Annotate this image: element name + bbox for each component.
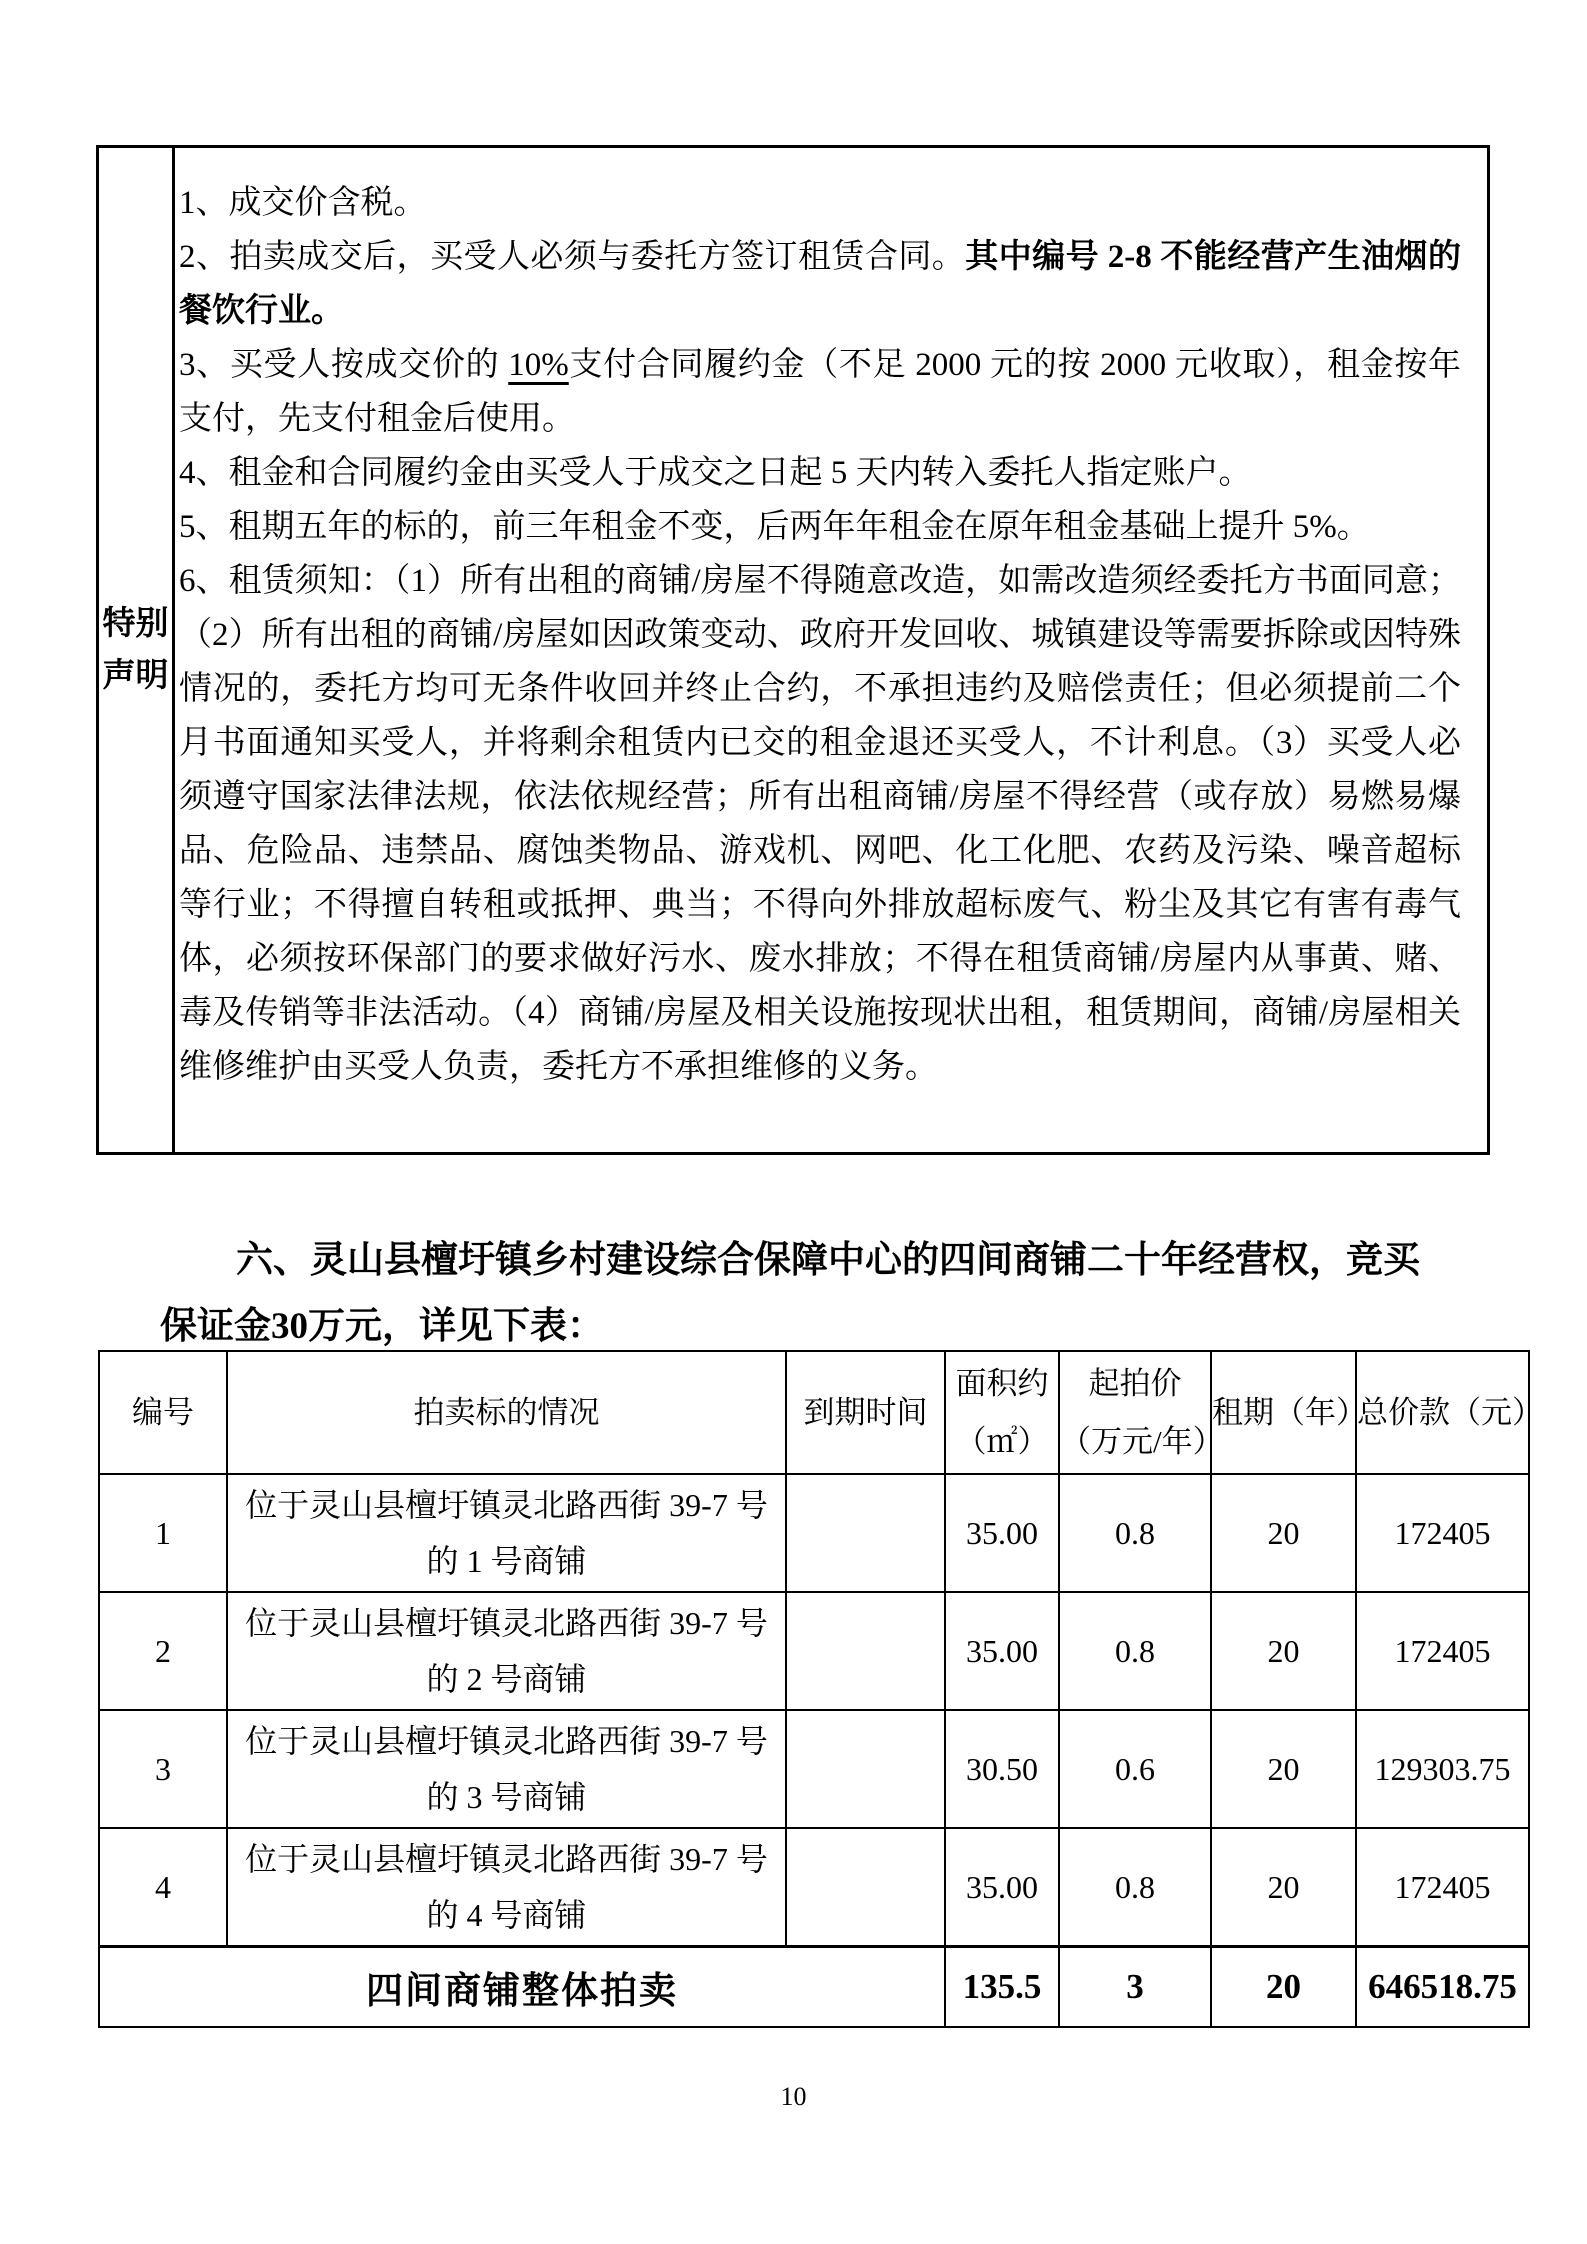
cell-lot-number-text: 1 <box>155 1514 171 1551</box>
special-declaration-table <box>96 145 1490 1155</box>
declaration-item-3 <box>179 338 1461 446</box>
total-row-label: 四间商铺整体拍卖 <box>99 1947 945 2028</box>
cell-start-price-text: 0.8 <box>1115 1868 1155 1905</box>
cell-lease-term-text: 20 <box>1267 1868 1300 1905</box>
cell-lease-term-text: 20 <box>1267 1750 1300 1787</box>
cell-start-price-text: 0.8 <box>1115 1632 1155 1669</box>
column-header-text: 租期（年） <box>1212 1394 1367 1430</box>
cell-area <box>945 1710 1059 1828</box>
cell-lot-description <box>227 1592 786 1710</box>
total-row <box>99 1947 1529 2028</box>
column-header-text: （㎡） <box>955 1423 1049 1459</box>
cell-lot-number <box>99 1592 227 1710</box>
cell-lease-term <box>1211 1474 1356 1592</box>
section-heading-line-2: 保证金30万元，详见下表： <box>160 1306 604 1347</box>
column-header-text: （万元/年） <box>1060 1423 1224 1459</box>
cell-total-price-text: 172405 <box>1394 1514 1491 1551</box>
cell-area <box>945 1474 1059 1592</box>
cell-start-price <box>1059 1710 1211 1828</box>
cell-lease-term <box>1211 1592 1356 1710</box>
cell-lot-description-text: 位于灵山县檀圩镇灵北路西街 39-7 号 <box>245 1841 768 1877</box>
text-segment: 6、租赁须知：（1）所有出租的商铺/房屋不得随意改造，如需改造须经委托方书面同意；（2）所有出租的商铺/房屋如因政策变动、政府开发回收、城镇建设等需要拆除或因特殊情况的，委托方均可无条件收回并终止合约，不承担违约及赔偿责任；但必须提前二个月书面通知买受人，并将剩余租赁内已交的租金退还买受人，不计利息。（3）买受人必须遵守国家法律法规，依法依规经营；所有出租商铺/房屋不得经营（或存放）易燃易爆品、危险品、违禁品、腐蚀类物品、游戏机、网吧、化工化肥、农药及污染、噪音超标等行业；不得擅自转租或抵押、典当；不得向外排放超标废气、粉尘及其它有害有毒气体，必须按环保部门的要求做好污水、废水排放；不得在租赁商铺/房屋内从事黄、赌、毒及传销等非法活动。（4）商铺/房屋及相关设施按现状出租，租赁期间，商铺/房屋相关维修维护由买受人负责，委托方不承担维修的义务。 <box>179 563 1461 1085</box>
cell-lot-description-text: 的 4 号商铺 <box>426 1897 587 1933</box>
cell-total-price-text: 172405 <box>1394 1868 1491 1905</box>
text-segment: 5、租期五年的标的，前三年租金不变，后两年年租金在原年租金基础上提升 5%。 <box>179 509 1370 545</box>
cell-total-price <box>1356 1474 1529 1592</box>
total-lease-term: 20 <box>1211 1947 1356 2028</box>
column-header-7 <box>1356 1351 1543 1474</box>
column-header-5 <box>1059 1351 1224 1474</box>
text-segment: 其中编号 2-8 不能经营产生油烟的餐饮行业。 <box>179 239 1462 329</box>
cell-area-text: 35.00 <box>966 1632 1038 1669</box>
column-header-text: 总价款（元） <box>1357 1394 1543 1430</box>
cell-start-price-text: 0.8 <box>1115 1514 1155 1551</box>
auction-lots-table <box>98 1350 1543 2028</box>
declaration-items <box>175 148 1487 1152</box>
cell-lease-term-text: 20 <box>1267 1632 1300 1669</box>
cell-lot-description-text: 的 1 号商铺 <box>426 1543 587 1579</box>
declaration-content-cell <box>174 147 1489 1154</box>
column-header-2 <box>227 1351 786 1474</box>
cell-due-time <box>786 1474 945 1592</box>
cell-lot-number-text: 3 <box>155 1750 171 1787</box>
declaration-label-line-1: 特别 <box>102 606 169 642</box>
declaration-label-cell <box>98 147 174 1154</box>
cell-lot-description-text: 位于灵山县檀圩镇灵北路西街 39-7 号 <box>245 1605 768 1641</box>
cell-lot-number <box>99 1710 227 1828</box>
cell-total-price <box>1356 1828 1529 1947</box>
cell-due-time <box>786 1710 945 1828</box>
declaration-row <box>98 147 1489 1154</box>
cell-due-time <box>786 1828 945 1947</box>
text-segment: 支付合同履约金（不足 2000 元的按 2000 元收取），租金按年支付，先支付租金后使用。 <box>179 347 1462 437</box>
cell-due-time <box>786 1592 945 1710</box>
text-segment: 3、买受人按成交价的 <box>179 347 509 383</box>
cell-lot-description-text: 的 3 号商铺 <box>426 1779 587 1815</box>
declaration-item-6 <box>179 554 1461 1094</box>
cell-lot-description <box>227 1710 786 1828</box>
cell-area-text: 35.00 <box>966 1514 1038 1551</box>
cell-lot-number <box>99 1474 227 1592</box>
cell-start-price <box>1059 1474 1211 1592</box>
declaration-item-2 <box>179 230 1461 338</box>
text-segment: 4、租金和合同履约金由买受人于成交之日起 5 天内转入委托人指定账户。 <box>179 455 1252 491</box>
cell-start-price <box>1059 1828 1211 1947</box>
column-header-4 <box>945 1351 1059 1474</box>
declaration-item-5 <box>179 500 1461 554</box>
cell-lease-term <box>1211 1828 1356 1947</box>
total-price-sum: 646518.75 <box>1356 1947 1529 2028</box>
cell-area-text: 35.00 <box>966 1868 1038 1905</box>
column-header-1 <box>99 1351 227 1474</box>
text-segment: 1、成交价含税。 <box>179 185 427 221</box>
cell-total-price-text: 172405 <box>1394 1632 1491 1669</box>
total-start-price: 3 <box>1059 1947 1211 2028</box>
column-header-text: 到期时间 <box>803 1394 928 1430</box>
cell-area-text: 30.50 <box>966 1750 1038 1787</box>
column-header-text: 拍卖标的情况 <box>413 1394 600 1430</box>
column-header-text: 面积约 <box>955 1365 1049 1401</box>
cell-total-price-text: 129303.75 <box>1374 1750 1511 1787</box>
cell-lot-description-text: 的 2 号商铺 <box>426 1661 587 1697</box>
cell-area <box>945 1828 1059 1947</box>
cell-lot-description-text: 位于灵山县檀圩镇灵北路西街 39-7 号 <box>245 1487 768 1523</box>
lot-row-4 <box>99 1828 1529 1947</box>
column-header-text: 编号 <box>132 1394 194 1430</box>
text-segment: 2、拍卖成交后，买受人必须与委托方签订租赁合同。 <box>179 239 966 275</box>
cell-start-price-text: 0.6 <box>1115 1750 1155 1787</box>
cell-lot-description <box>227 1474 786 1592</box>
cell-start-price <box>1059 1592 1211 1710</box>
text-segment: 10% <box>508 347 569 383</box>
cell-lease-term <box>1211 1710 1356 1828</box>
section-heading-line-1: 六、灵山县檀圩镇乡村建设综合保障中心的四间商铺二十年经营权，竞买 <box>236 1240 1420 1281</box>
lot-row-1 <box>99 1474 1529 1592</box>
lot-row-3 <box>99 1710 1529 1828</box>
column-header-6 <box>1211 1351 1367 1474</box>
lot-row-2 <box>99 1592 1529 1710</box>
page-number: 10 <box>780 2082 807 2111</box>
total-area: 135.5 <box>945 1947 1059 2028</box>
declaration-label-line-2: 声明 <box>102 658 169 694</box>
cell-lot-description-text: 位于灵山县檀圩镇灵北路西街 39-7 号 <box>245 1723 768 1759</box>
table-header-row <box>99 1351 1529 1474</box>
cell-lot-description <box>227 1828 786 1947</box>
cell-lease-term-text: 20 <box>1267 1514 1300 1551</box>
column-header-3 <box>786 1351 945 1474</box>
cell-lot-number-text: 4 <box>155 1868 171 1905</box>
cell-lot-number <box>99 1828 227 1947</box>
cell-area <box>945 1592 1059 1710</box>
cell-total-price <box>1356 1710 1529 1828</box>
cell-total-price <box>1356 1592 1529 1710</box>
cell-lot-number-text: 2 <box>155 1632 171 1669</box>
declaration-item-1 <box>179 176 1461 230</box>
declaration-item-4 <box>179 446 1461 500</box>
column-header-text: 起拍价 <box>1088 1365 1182 1401</box>
